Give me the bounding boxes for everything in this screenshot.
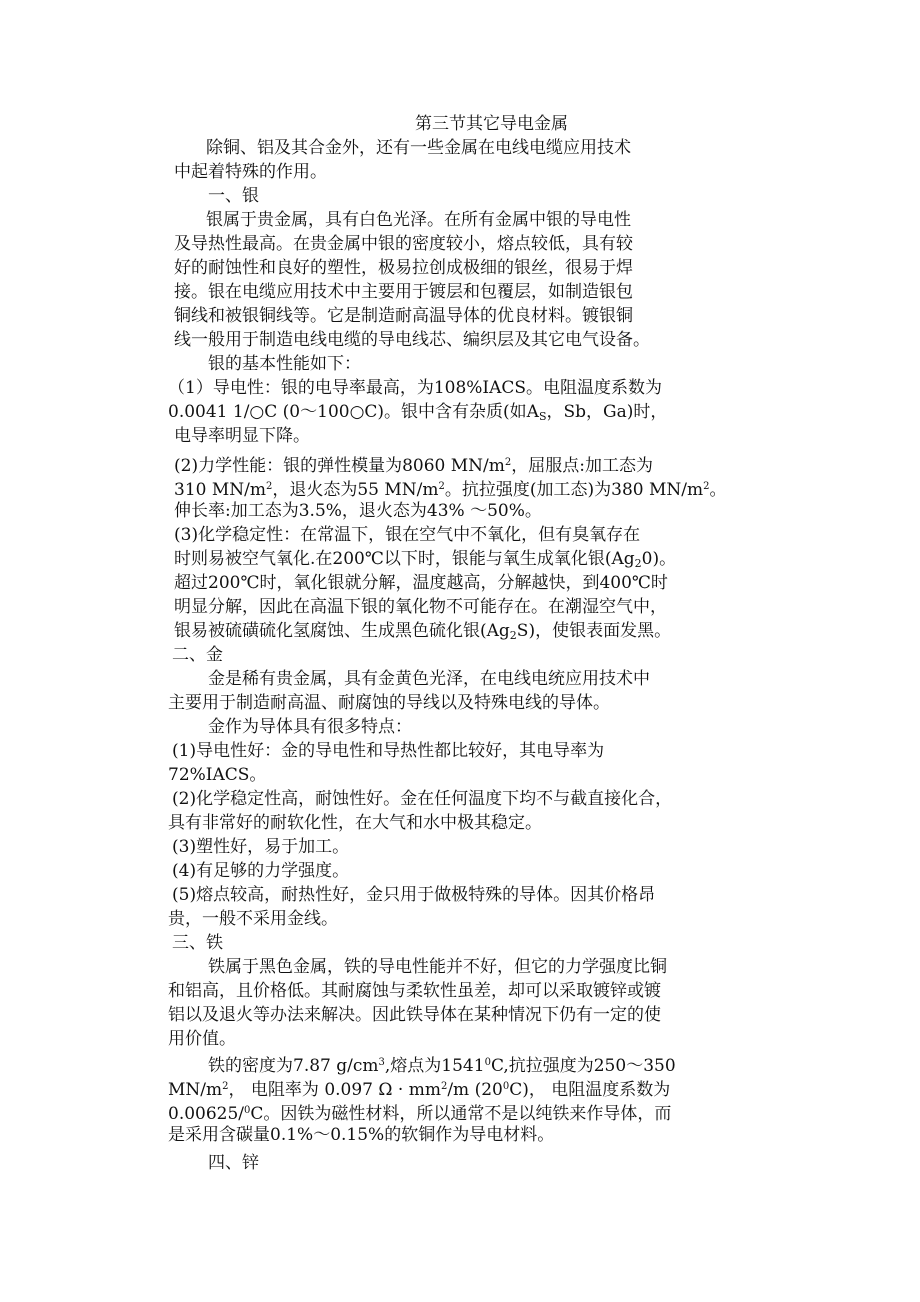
paragraph-line [168,400,667,424]
text-run: 银易被硫磺硫化氢腐蚀、生成黑色硫化银(Ag [174,621,510,641]
paragraph-line: 主要用于制造耐高温、耐腐蚀的导线以及特殊电线的导体。 [168,693,610,713]
paragraph-line: (3)化学稳定性：在常温下，银在空气中不氧化，但有臭氧存在 [174,525,641,545]
text-run: 0)。 [641,549,677,569]
superscript: 2 [222,1081,229,1092]
text-run: ， 电阻率为 0.097 Ω · mm [228,1080,441,1100]
paragraph-line [174,547,676,571]
superscript: 0 [244,1105,251,1116]
text-run: 。抗拉强度(加工态)为380 MN/m [444,480,704,500]
paragraph-line: 金作为导体具有很多特点： [208,717,412,737]
text-run: C)， 电阻温度系数为 [509,1080,671,1100]
text-run: ，屈服点:加工态为 [511,456,653,476]
paragraph-line [174,475,727,499]
superscript: 2 [440,1081,448,1092]
paragraph-line [208,1051,676,1075]
paragraph-line: 贵，一般不采用金线。 [168,909,338,929]
paragraph-line: 除铜、铝及其合金外，还有一些金属在电线电缆应用技术 [206,138,631,158]
paragraph-line [168,1099,671,1123]
paragraph-line: 是采用含碳量0.1%～0.15%的软铜作为导电材料。 [168,1125,555,1145]
subscript: 2 [634,557,642,570]
text-run: ,熔点为1541 [384,1056,485,1076]
paragraph-line: 接。银在电缆应用技术中主要用于镀层和包覆层，如制造银包 [174,282,633,302]
text-run: ，退火态为55 MN/m [272,480,439,500]
text-run: 时则易被空气氧化.在200℃以下时，银能与氧生成氧化银(Ag [174,549,635,569]
superscript: 0 [502,1081,510,1092]
superscript: 2 [265,481,273,492]
superscript: 0 [484,1057,491,1068]
paragraph-line: (4)有足够的力学强度。 [172,861,350,881]
text-run: 310 MN/m [174,480,266,500]
text-run: 0.0041 1/○C (0～100○C)。银中含有杂质(如A [168,402,539,422]
paragraph-line: (5)熔点较高，耐热性好，金只用于做极特殊的导体。因其价格昂 [172,885,656,905]
superscript: 2 [504,457,512,468]
text-run: C。因铁为磁性材料，所以通常不是以纯铁来作导体，而 [250,1104,672,1124]
text-run: 0.00625/ [168,1104,245,1124]
text-run: (2)力学性能：银的弹性模量为8060 MN/m [174,456,505,476]
paragraph-line: 银属于贵金属，具有白色光泽。在所有金属中银的导电性 [206,210,631,230]
paragraph-line: 银的基本性能如下： [208,354,361,374]
paragraph-line: 金是稀有贵金属，具有金黄色光泽，在电线电统应用技术中 [208,669,650,689]
text-run: C,抗拉强度为250～350 [490,1056,676,1076]
paragraph-line: （1）导电性：银的电导率最高，为108%IACS。电阻温度系数为 [168,378,663,398]
paragraph-line: 用价值。 [168,1029,236,1049]
paragraph-line: 铜线和被银铜线等。它是制造耐高温导体的优良材料。镀银铜 [174,306,633,326]
paragraph-line [174,619,671,643]
paragraph-line: 具有非常好的耐软化性，在大气和水中极其稳定。 [168,813,542,833]
text-run: ，Sb，Ga)时， [546,402,668,422]
superscript: 2 [438,481,445,492]
subscript: 2 [509,629,517,642]
text-run: S)，使银表面发黑。 [516,621,672,641]
paragraph-line: (3)塑性好，易于加工。 [172,837,350,857]
paragraph-line: 铝以及退火等办法来解决。因此铁导体在某种情况下仍有一定的使 [168,1005,661,1025]
text-run: /m (20 [447,1080,503,1100]
paragraph-line: 明显分解，因此在高温下银的氧化物不可能存在。在潮湿空气中， [174,597,667,617]
paragraph-line: 72%IACS。 [168,765,267,785]
text-run: MN/m [168,1080,223,1100]
paragraph-line: 和铝高，且价格低。其耐腐蚀与柔软性虽差，却可以采取镀锌或镀 [168,981,661,1001]
paragraph-line [168,1075,670,1099]
heading-zinc: 四、锌 [208,1153,259,1173]
text-run: 。 [709,480,727,500]
superscript: 3 [378,1057,385,1068]
paragraph-line: 铁属于黑色金属，铁的导电性能并不好，但它的力学强度比铜 [208,957,667,977]
text-run: 铁的密度为7.87 g/cm [208,1056,379,1076]
paragraph-line: 伸长率:加工态为3.5%，退火态为43% ～50%。 [174,501,542,521]
heading-silver: 一、银 [208,186,259,206]
paragraph-line: 电导率明显下降。 [174,426,310,446]
heading-gold: 二、金 [172,645,223,665]
heading-iron: 三、铁 [172,933,223,953]
paragraph-line: 中起着特殊的作用。 [174,162,327,182]
paragraph-line: 线一般用于制造电线电缆的导电线芯、编织层及其它电气设备。 [174,330,650,350]
paragraph-line: 超过200℃时，氧化银就分解，温度越高，分解越快，到400℃时 [174,573,668,593]
superscript: 2 [703,481,710,492]
paragraph-line: (1)导电性好：金的导电性和导热性都比较好，其电导率为 [172,741,605,761]
paragraph-line: 及导热性最高。在贵金属中银的密度较小，熔点较低，具有较 [174,234,633,254]
paragraph-line: (2)化学稳定性高，耐蚀性好。金在任何温度下均不与截直接化合， [172,789,673,809]
subscript: S [538,410,547,423]
paragraph-line: 好的耐蚀性和良好的塑性，极易拉创成极细的银丝，很易于焊 [174,258,633,278]
paragraph-line [174,451,653,475]
section-title: 第三节其它导电金属 [415,114,568,134]
